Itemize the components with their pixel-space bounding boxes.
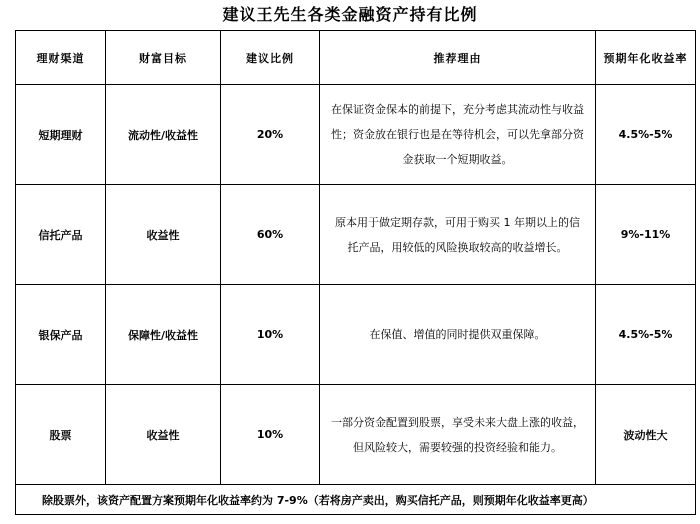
cell-reason: 原本用于做定期存款，可用于购买 1 年期以上的信托产品，用较低的风险换取较高的收益增长。 — [320, 185, 596, 285]
cell-ratio: 10% — [221, 285, 320, 385]
cell-channel: 股票 — [16, 385, 106, 485]
table-header-row — [16, 31, 696, 85]
table-row — [16, 85, 696, 185]
cell-goal: 保障性/收益性 — [106, 285, 221, 385]
table-row — [16, 285, 696, 385]
cell-reason: 在保证资金保本的前提下，充分考虑其流动性与收益性；资金放在银行也是在等待机会，可以先拿部分资金获取一个短期收益。 — [320, 85, 596, 185]
page-title: 建议王先生各类金融资产持有比例 — [222, 5, 478, 24]
table-footer-row — [16, 485, 696, 515]
table-footnote: 除股票外，该资产配置方案预期年化收益率约为 7-9%（若将房产卖出，购买信托产品，则预期年化收益率更高） — [16, 485, 696, 515]
table-row — [16, 185, 696, 285]
cell-goal: 收益性 — [106, 385, 221, 485]
cell-reason: 在保值、增值的同时提供双重保障。 — [320, 285, 596, 385]
cell-yield: 4.5%-5% — [596, 285, 696, 385]
cell-channel: 短期理财 — [16, 85, 106, 185]
cell-yield: 9%-11% — [596, 185, 696, 285]
cell-ratio: 10% — [221, 385, 320, 485]
cell-yield: 波动性大 — [596, 385, 696, 485]
header-ratio: 建议比例 — [221, 31, 320, 85]
allocation-table — [15, 30, 696, 515]
cell-ratio: 20% — [221, 85, 320, 185]
header-goal: 财富目标 — [106, 31, 221, 85]
cell-goal: 收益性 — [106, 185, 221, 285]
cell-ratio: 60% — [221, 185, 320, 285]
cell-reason: 一部分资金配置到股票，享受未来大盘上涨的收益，但风险较大，需要较强的投资经验和能力。 — [320, 385, 596, 485]
header-reason: 推荐理由 — [320, 31, 596, 85]
header-yield: 预期年化收益率 — [596, 31, 696, 85]
table-row — [16, 385, 696, 485]
cell-yield: 4.5%-5% — [596, 85, 696, 185]
header-channel: 理财渠道 — [16, 31, 106, 85]
cell-channel: 银保产品 — [16, 285, 106, 385]
cell-channel: 信托产品 — [16, 185, 106, 285]
cell-goal: 流动性/收益性 — [106, 85, 221, 185]
